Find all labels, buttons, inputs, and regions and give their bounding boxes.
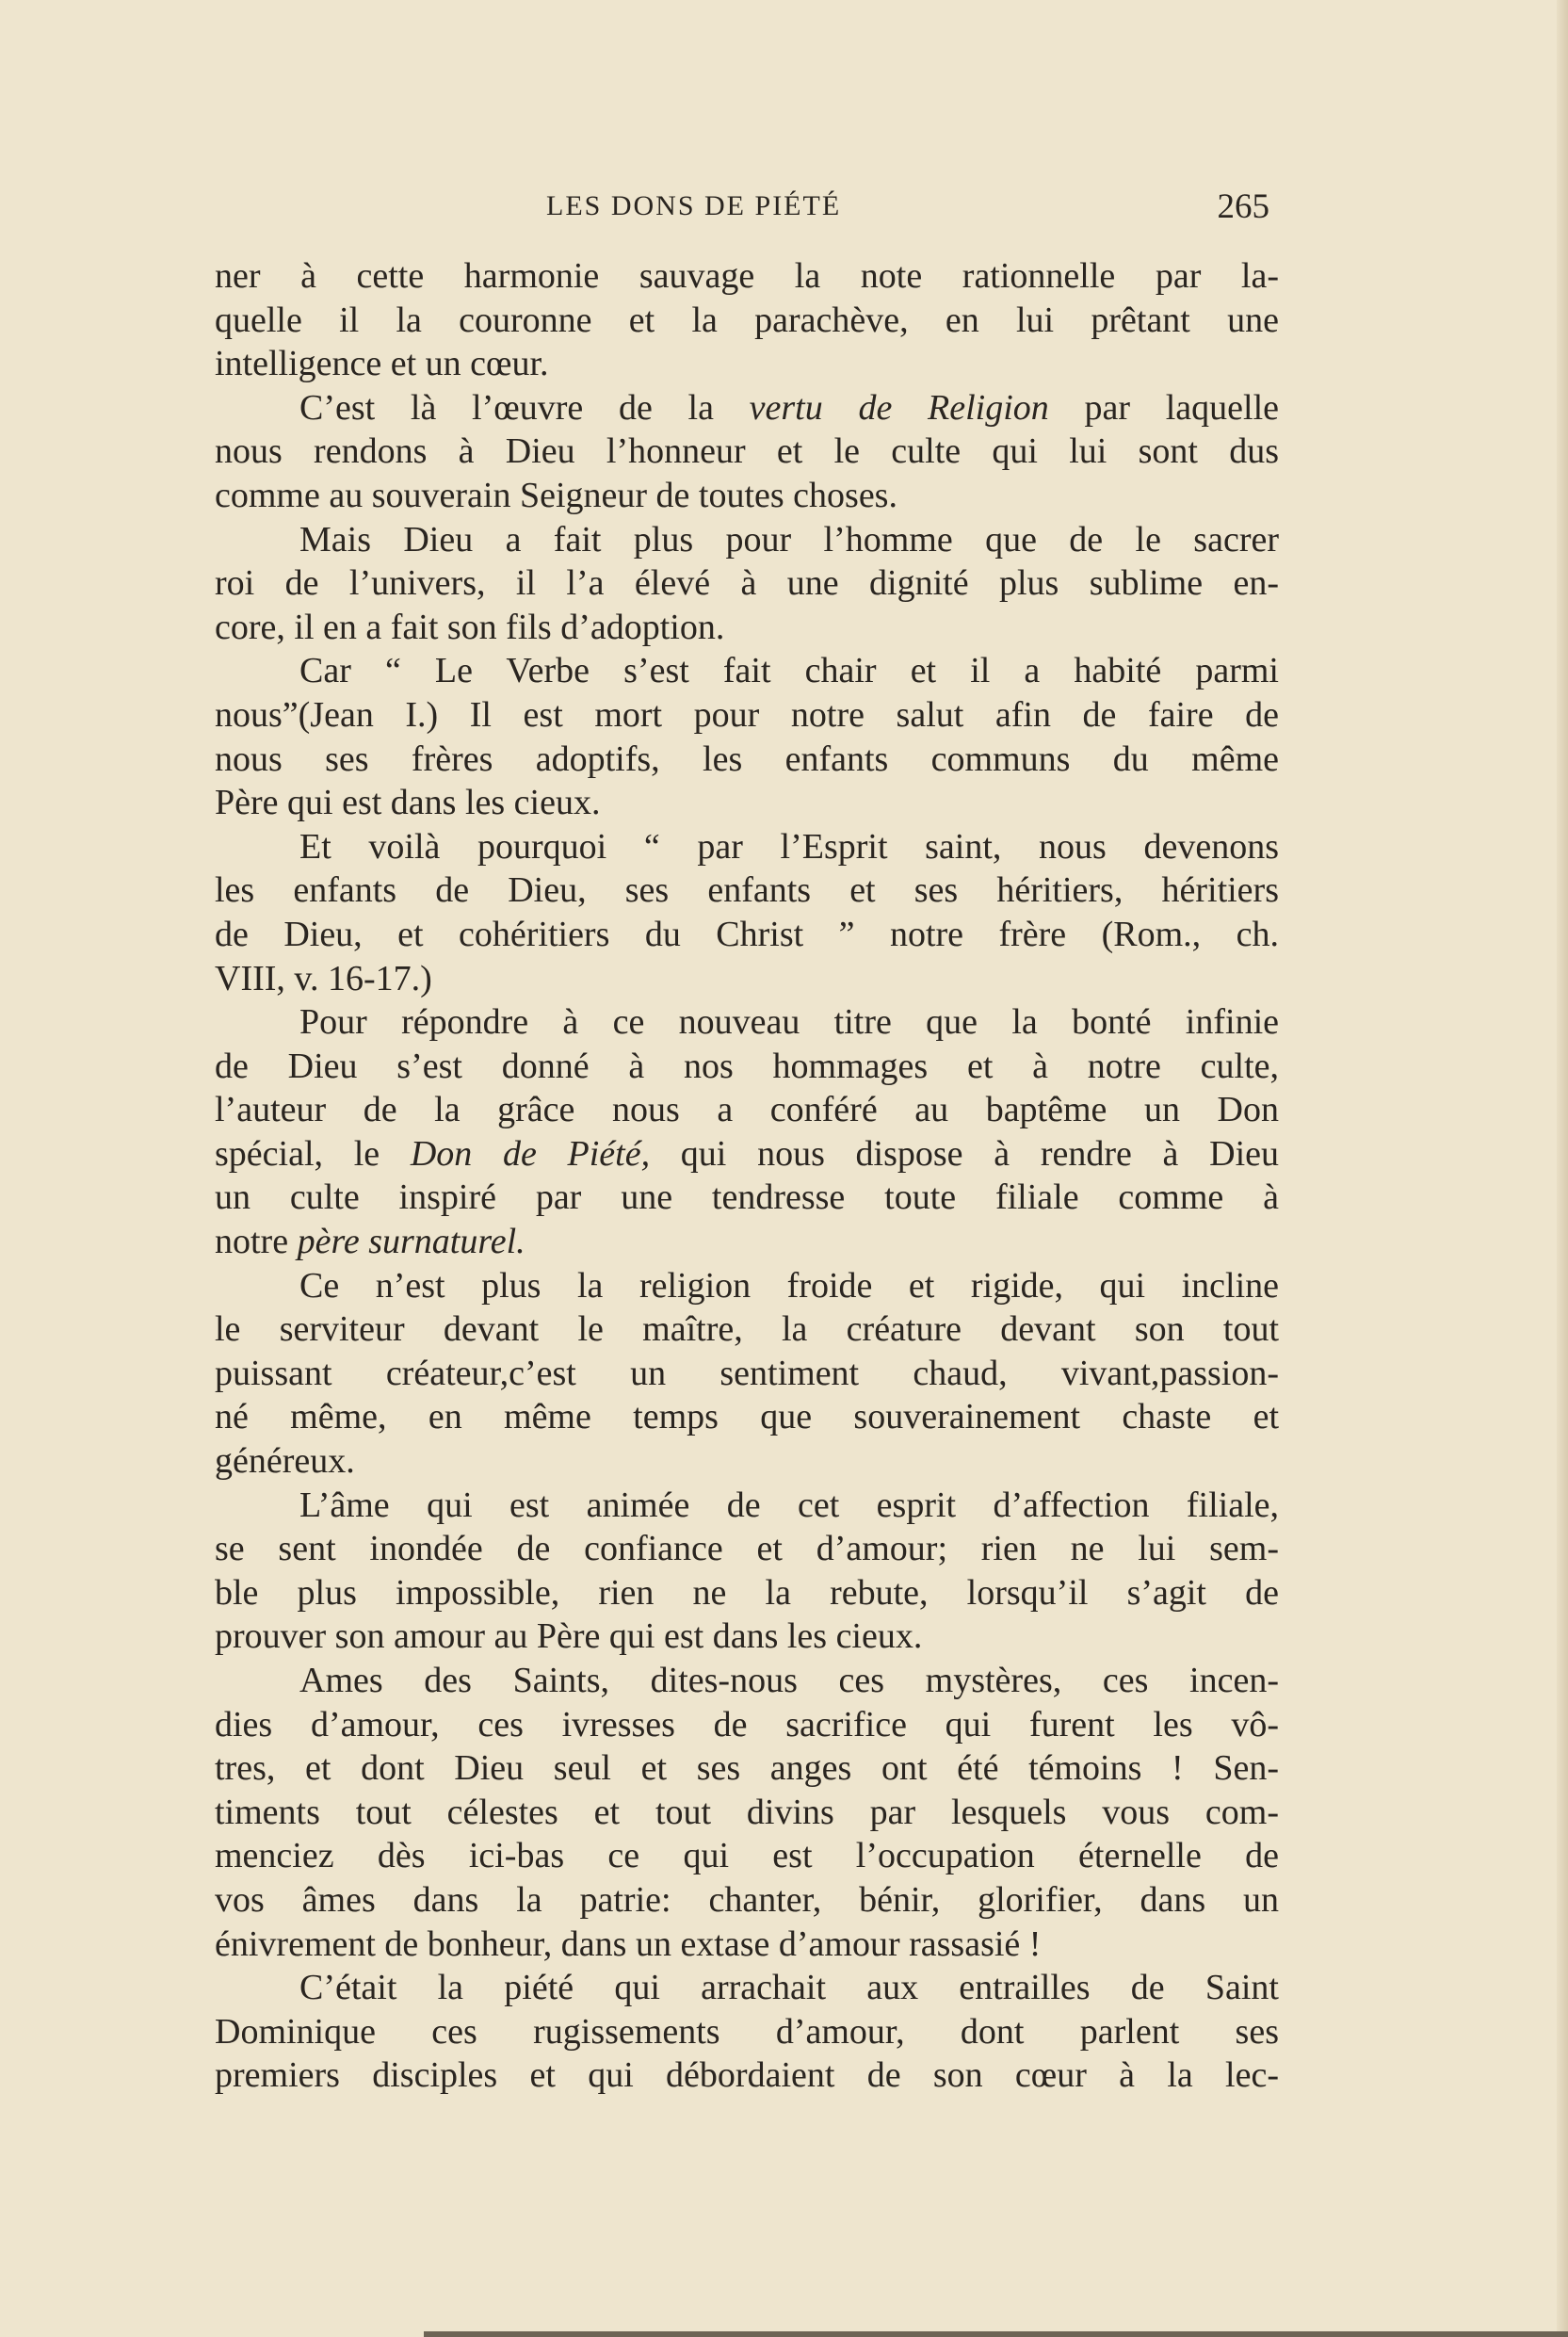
text-line: énivrement de bonheur, dans un extase d’amour rassasié !	[215, 1923, 1042, 1964]
text-line: se sent inondée de confiance et d’amour; rien ne lui sem-	[215, 1529, 1279, 1569]
text-line: nous ses frères adoptifs, les enfants communs du même	[215, 738, 1279, 779]
text-line: spécial, le Don de Piété, qui nous dispose à rendre à Dieu	[215, 1133, 1279, 1174]
text-line: les enfants de Dieu, ses enfants et ses héritiers, héritiers	[215, 870, 1279, 911]
italic-phrase: Don de Piété,	[410, 1133, 651, 1174]
text-line: nous”(Jean I.) Il est mort pour notre salut afin de faire de	[215, 694, 1279, 735]
text-line: quelle il la couronne et la parachève, en lui prêtant une	[215, 300, 1279, 340]
text-line: menciez dès ici-bas ce qui est l’occupation éternelle de	[215, 1836, 1279, 1876]
text-line: vos âmes dans la patrie: chanter, bénir, glorifier, dans un	[215, 1879, 1279, 1920]
text-line: Dominique ces rugissements d’amour, dont parlent ses	[215, 2011, 1279, 2052]
text-line: comme au souverain Seigneur de toutes choses.	[215, 475, 897, 515]
text-line: Pour répondre à ce nouveau titre que la bonté infinie	[299, 1002, 1279, 1043]
text-line: l’auteur de la grâce nous a conféré au baptême un Don	[215, 1090, 1279, 1130]
text-line: prouver son amour au Père qui est dans les cieux.	[215, 1616, 923, 1657]
text-line: Ames des Saints, dites-nous ces mystères, ces incen-	[299, 1661, 1279, 1700]
text-line: né même, en même temps que souverainement chaste et	[215, 1397, 1279, 1437]
text-line: notre père surnaturel.	[215, 1222, 525, 1262]
text-line: L’âme qui est animée de cet esprit d’affection filiale,	[299, 1485, 1279, 1525]
body-text	[215, 254, 1279, 2098]
text-line: le serviteur devant le maître, la créature devant son tout	[215, 1309, 1279, 1350]
text-line: Et voilà pourquoi “ par l’Esprit saint, nous devenons	[299, 826, 1279, 867]
text-line: ner à cette harmonie sauvage la note rationnelle par la-	[215, 256, 1279, 296]
text-line: roi de l’univers, il l’a élevé à une dignité plus sublime en-	[215, 563, 1279, 604]
italic-phrase: vertu de Religion	[749, 387, 1049, 428]
page-number: 265	[1217, 187, 1269, 226]
text-line: core, il en a fait son fils d’adoption.	[215, 607, 725, 647]
running-title: LES DONS DE PIÉTÉ	[546, 190, 842, 221]
text-line: de Dieu s’est donné à nos hommages et à notre culte,	[215, 1046, 1279, 1086]
text-line: Car “ Le Verbe s’est fait chair et il a habité parmi	[299, 651, 1279, 691]
text-line: généreux.	[215, 1441, 355, 1482]
text-line: Père qui est dans les cieux.	[215, 783, 601, 823]
text-line: un culte inspiré par une tendresse toute filiale comme à	[215, 1177, 1279, 1218]
text-line: VIII, v. 16-17.)	[215, 958, 432, 998]
text-line: dies d’amour, ces ivresses de sacrifice qui furent les vô-	[215, 1704, 1279, 1745]
text-line: tres, et dont Dieu seul et ses anges ont été témoins ! Sen-	[215, 1748, 1279, 1789]
text-line: Mais Dieu a fait plus pour l’homme que de le sacrer	[299, 519, 1279, 560]
running-header	[546, 187, 1281, 234]
italic-phrase: père surnaturel.	[297, 1222, 525, 1262]
text-line: C’est là l’œuvre de la vertu de Religion par laquelle	[299, 387, 1279, 428]
bottom-shadow-line	[424, 2331, 1568, 2337]
page-edge	[1557, 0, 1568, 2337]
text-line: puissant créateur,c’est un sentiment chaud, vivant,passion-	[215, 1353, 1279, 1393]
text-line: ble plus impossible, rien ne la rebute, lorsqu’il s’agit de	[215, 1572, 1279, 1613]
text-line: premiers disciples et qui débordaient de son cœur à la lec-	[215, 2055, 1279, 2096]
text-line: de Dieu, et cohéritiers du Christ ” notre frère (Rom., ch.	[215, 914, 1279, 954]
text-line: timents tout célestes et tout divins par lesquels vous com-	[215, 1792, 1279, 1832]
text-line: nous rendons à Dieu l’honneur et le culte qui lui sont dus	[215, 431, 1279, 472]
text-line: intelligence et un cœur.	[215, 344, 549, 384]
text-line: Ce n’est plus la religion froide et rigide, qui incline	[299, 1265, 1279, 1306]
text-line: C’était la piété qui arrachait aux entrailles de Saint	[299, 1968, 1279, 2008]
